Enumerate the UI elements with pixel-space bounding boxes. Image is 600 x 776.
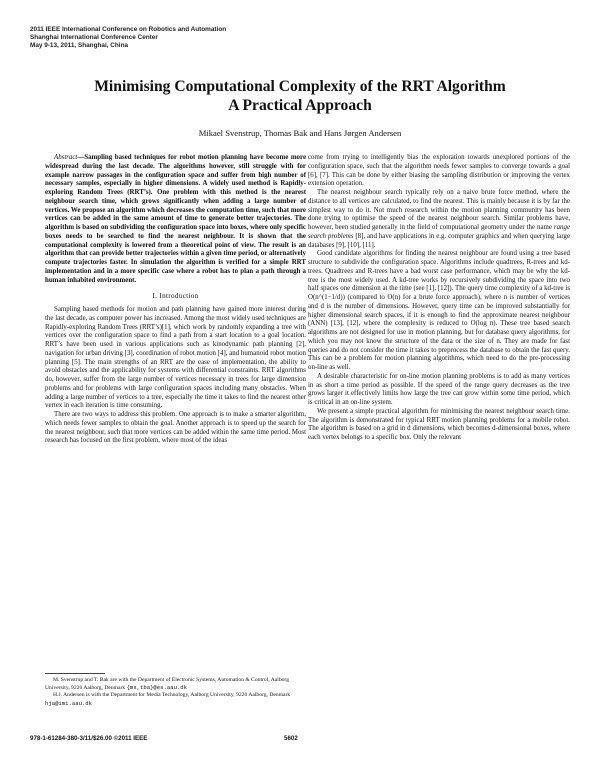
conference-header [30,26,226,51]
right-paragraph-2 [308,189,570,250]
footer-isbn: 978-1-61284-380-3/11/$26.00 ©2011 IEEE [30,735,148,742]
footnote-2-email[interactable]: hja@imi.aau.dk [45,699,92,707]
right-paragraph-2-text-a: The nearest neighbour search typically rely on a naive brute force method, where the distance to all vertices are calculated, to find the nearest. This is mainly because it is by far the simplest way to do it. Not much research within the motion planning community has been done trying to optimise the speed of the nearest neighbour search. Similar problems have, however, been studied generally in the field of computational geometry under the name [308,189,570,231]
right-paragraph-4: A desirable characteristic for on-line motion planning problems is to add as many vertices in as short a time period as possible. If the speed of the range query decreases as the tree grows larger it effectively limits how large the tree can grow within some time period, which is critical in an on-line system. [308,372,570,406]
author-footnotes [45,677,305,708]
right-paragraph-1: come from trying to intelligently bias the exploration towards unexplored portions of the configuration space, such that the algorithm needs fewer samples to converge towards a goal [6], [7]. This can be done by either biasing the sampling distribution or improving the vertex extension operation. [308,154,570,188]
right-paragraph-2-text-b: [8], and have applications in e.g. computer graphics and when querying large databases [9], [10], [11]. [308,232,570,249]
right-paragraph-3: Good candidate algorithms for finding the nearest neighbour are found using a tree based structure to subdivide the configuration space. Algorithms include quadtrees, R-trees and kd-trees. Quadtrees and R-trees have a bad worst case performance, which may be why the kd-tree is the most widely used. A kd-tree works by recursively subdividing the space into two half spaces one dimension at the time (see [1], [12]). The query time complexity of a kd-tree is O(n^(1−1/d)) (compared to O(n) for a brute force approach), where n is number of vertices and d is the number of dimensions. However, query time can be improved substantially for higher dimensional search spaces, if it is enough to find the approximate nearest neighbour (ANN) [13], [12], where the complexity is reduced to O(log n). These tree based search algorithms are not designed for use in motion planning, but for database query algorithms, for which you may not know the structure of the data or the size of n. They are made for fast queries and do not consider the time it takes to preprocess the database to obtain the fast query. This can be a problem for motion planning algorithms, which need to do the pre-processing on-line as well. [308,250,570,371]
paper-title-line2: A Practical Approach [228,97,372,114]
left-column [45,154,306,446]
abstract-label: Abstract [54,154,78,161]
conference-date: May 9-13, 2011, Shanghai, China [30,42,129,50]
section-heading-introduction: I. Introduction [152,292,199,301]
footnote-divider [45,673,105,674]
footnote-1-text: M. Svenstrup and T. Bak are with the Department of Electronic Systems, Automation & Control, Aalborg University, 9220 Aalborg, Denmark [45,677,289,692]
footnote-1-email[interactable]: {ms,tba}@es.aau.dk [126,684,188,692]
paper-title-line1: Minimising Computational Complexity of the RRT Algorithm [94,78,506,95]
footnote-2 [45,692,305,707]
paper-authors: Mikael Svenstrup, Thomas Bak and Hans Jørgen Andersen [198,128,402,138]
abstract [45,154,306,285]
footnote-1 [45,677,305,692]
conference-name: 2011 IEEE International Conference on Robotics and Automation [30,26,227,33]
right-paragraph-5: We present a simple practical algorithm for minimising the nearest neighbour search time. The algorithm is demonstrated for typical RRT motion planning problems for a mobile robot. The algorithm is based on a grid in d dimensions, which becomes d-dimensional boxes, where each vertex belongs to a specific box. Only the relevant [308,407,570,441]
page-number: 5602 [284,735,298,742]
footnote-2-text: H.J. Andersen is with the Department for Media Technology, Aalborg University, 9220 Aalborg, Denmark [53,692,291,699]
range-search-problems-term: range search problems [308,224,570,240]
intro-paragraph-2: There are two ways to address this problem. One approach is to make a smarter algorithm, which needs fewer samples to obtain the goal. Another approach is to speed up the search for the nearest neighbour, such that more vertices can be added within the same time period. Most research has focused on the first problem, where most of the ideas [45,411,306,445]
conference-venue: Shanghai International Conference Center [30,34,158,42]
right-column [308,154,570,443]
abstract-text: —Sampling based techniques for robot motion planning have become more widespread during the last decade. The algorithms however, still struggle with for example narrow passages in the configuration space and suffer from high number of necessary samples, especially in higher dimensions. A widely used method is Rapidly-exploring Random Trees (RRT’s). One problem with this method is the nearest neighbour search time, which grows significantly when adding a large number of vertices. We propose an algorithm which decreases the computation time, such that more vertices can be added in the same amount of time to generate better trajectories. The algorithm is based on subdividing the configuration space into boxes, where only specific boxes needs to be searched to find the nearest neighbour. It is shown that the computational complexity is lowered from a theoretical point of view. The result is an algorithm that can provide better trajectories within a given time period, or alternatively compute trajectories faster. In simulation the algorithm is verified for a simple RRT implementation and in a more specific case where a robot has to plan a path through a human inhabited environment. [45,154,306,284]
intro-paragraph-1: Sampling based methods for motion and path planning have gained more interest during the last decade, as computer power has increased. Among the most widely used techniques are Rapidly-exploring Random Trees (RRT’s)[1], which work by randomly expanding a tree with vertices over the configuration space to find a path from a start location to a goal location. RRT’s have been used in various applications such as kinodynamic path planning [2], navigation for urban driving [3], coordination of robot motion [4], and humanoid robot motion planning [5]. The main strengths of an RRT are the ease of implementation, the ability to avoid obstacles and the applicability for systems with differential constraints. RRT algorithms do, however, suffer from the large number of vertices necessary in trees for large dimension problems and for problems with large configuration spaces including many obstacles. When adding a large number of vertices to a tree, especially the time it takes to find the nearest other vertex in each iteration is time consuming. [45,306,306,410]
paper-title [30,77,570,115]
